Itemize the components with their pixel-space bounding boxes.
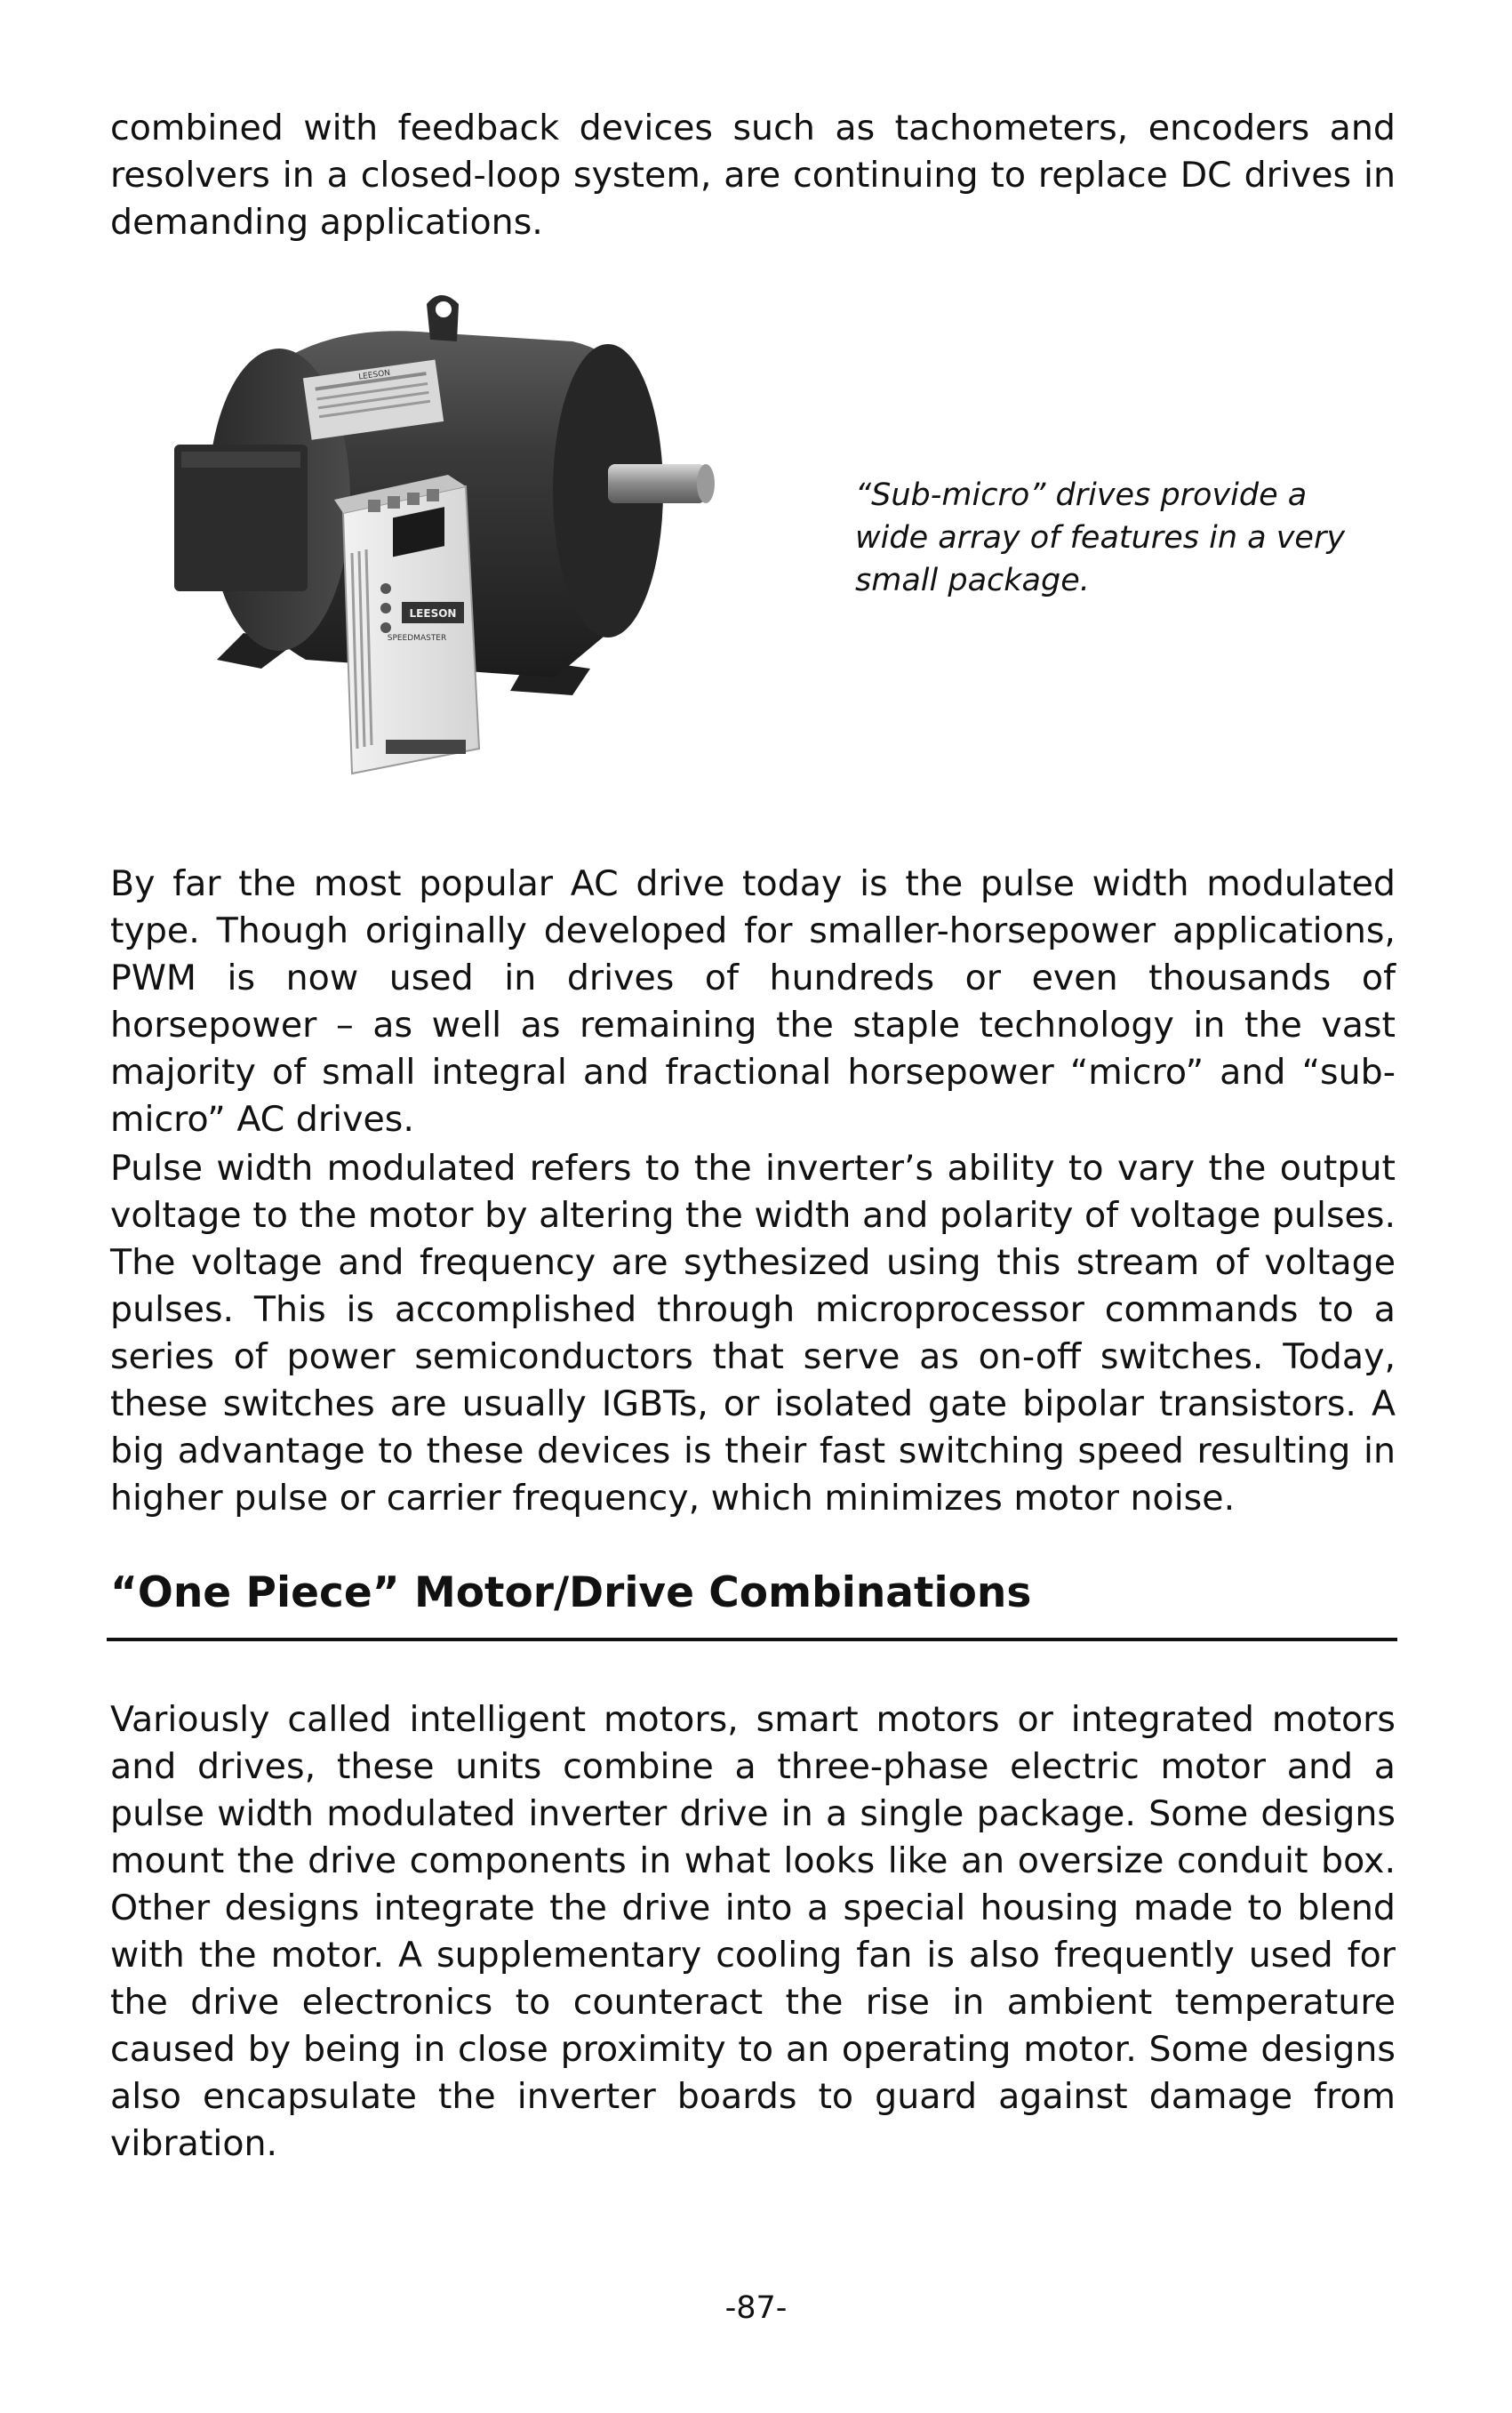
paragraph-pwm: Pulse width modulated refers to the inverter’s ability to vary the output voltage to the motor by altering the width and polarity of voltage pulses. The voltage and frequency are sythesized using this stream of voltage pulses. This is accomplished through microprocessor commands to a series of power semiconductors that serve as on-off switches. Today, these switches are usually IGBTs, or isolated gate bipolar transistors. A big advantage to these devices is their fast switching speed resulting in higher pulse or carrier frequency, which minimizes motor noise. xyxy=(110,1148,1396,1519)
page-number: -87- xyxy=(724,2290,788,2326)
section-heading: “One Piece” Motor/Drive Combinations xyxy=(110,1568,1032,1617)
paragraph-intro: combined with feedback devices such as tachometers, encoders and resolvers in a closed-loop system, are continuing to replace DC drives in demanding applications. xyxy=(110,108,1396,243)
drive-brand-label: LEESON xyxy=(409,607,457,620)
motor-nameplate-label: LEESON xyxy=(357,368,391,382)
motor-drive-illustration xyxy=(110,286,732,795)
drive-unit xyxy=(334,475,479,774)
drive-terminal-strip xyxy=(386,740,466,754)
heading-underline xyxy=(107,1638,1397,1641)
figure-caption: “Sub-micro” drives provide a wide array of features in a very small package. xyxy=(855,477,1346,598)
drive-model-label: SPEEDMASTER xyxy=(387,634,447,643)
drive-button xyxy=(380,583,391,594)
motor-drive-photo xyxy=(110,286,732,795)
drive-button xyxy=(380,603,391,613)
motor-shaft xyxy=(608,464,706,503)
drive-button xyxy=(380,622,391,633)
paragraph-popular-drive: By far the most popular AC drive today is the pulse width modulated type. Though originally developed for smaller-horsepower applications, PWM is now used in drives of hundreds or even thousands of horsepower – as well as remaining the staple technology in the vast majority of small integral and fractional horsepower “micro” and “sub-micro” AC drives. xyxy=(110,863,1396,1140)
paragraph-one-piece: Variously called intelligent motors, smart motors or integrated motors and drives, these units combine a three-phase electric motor and a pulse width modulated inverter drive in a single package. Some designs mount the drive components in what looks like an oversize conduit box. Other designs integrate the drive into a special housing made to blend with the motor. A supplementary cooling fan is also frequently used for the drive electronics to counteract the rise in ambient temperature caused by being in close proximity to an operating motor. Some designs also encapsulate the inverter boards to guard against damage from vibration. xyxy=(110,1699,1396,2164)
